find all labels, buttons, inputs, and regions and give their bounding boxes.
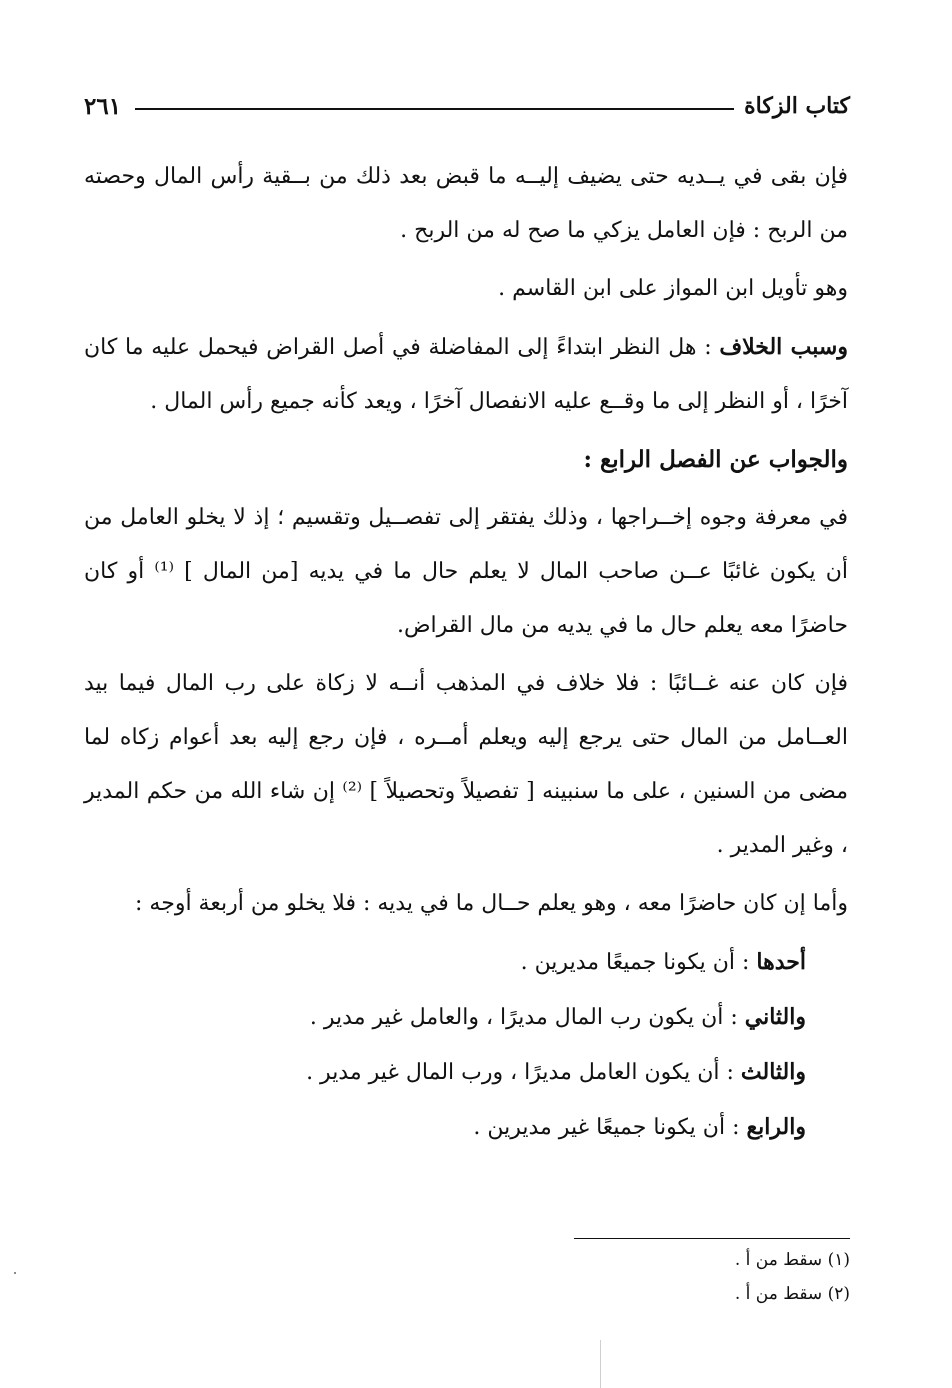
paragraph-lead: وسبب الخلاف [719, 334, 848, 360]
paragraph [84, 320, 848, 429]
paragraph: وأما إن كان حاضرًا معه ، وهو يعلم حــال ما في يديه : فلا يخلو من أربعة أوجه : [135, 891, 848, 916]
scan-artifact-line [600, 1340, 601, 1388]
list-item-label: أحدها [756, 949, 806, 975]
list-item-text: : أن يكون العامل مديرًا ، ورب المال غير مدير . [306, 1060, 741, 1085]
list-item-label: والثاني [744, 1004, 806, 1030]
list-item-text: : أن يكونا جميعًا غير مديرين . [473, 1115, 747, 1140]
main-text [84, 150, 848, 1155]
cases-list [84, 935, 848, 1155]
paragraph: فإن بقى في يــديه حتى يضيف إليــه ما قبض بعد ذلك من بــقية رأس المال وحصته من الربح : فإن العامل يزكي ما صح له من الربح . [84, 164, 848, 243]
list-item [84, 1045, 806, 1100]
list-item-label: والثالث [740, 1059, 806, 1085]
running-title: كتاب الزكاة [744, 93, 850, 119]
scan-speck [14, 1272, 16, 1274]
paragraph-text: : هل النظر ابتداءً إلى المفاضلة في أصل القراض فيحمل عليه ما كان آخرًا ، أو النظر إلى ما وقــع عليه الانفصال آخرًا ، ويعد كأنه جميع رأس المال . [84, 335, 848, 414]
paragraph: وهو تأويل ابن المواز على ابن القاسم . [498, 276, 848, 301]
list-item [84, 935, 806, 990]
page-number: ٢٦١ [84, 92, 122, 120]
section-heading: والجواب عن الفصل الرابع : [583, 446, 848, 473]
header-rule [135, 108, 734, 110]
list-item [84, 990, 806, 1045]
list-item-text: : أن يكون رب المال مديرًا ، والعامل غير مدير . [309, 1005, 745, 1030]
footnote: (١) سقط من أ . [734, 1250, 850, 1270]
list-item-text: : أن يكونا جميعًا مديرين . [520, 950, 757, 975]
paragraph: في معرفة وجوه إخــراجها ، وذلك يفتقر إلى تفصــيل وتقسيم ؛ إذ لا يخلو العامل من أن يكون غائبًا عــن صاحب المال لا يعلم حال ما في يديه [من المال ] ⁽¹⁾ أو كان حاضرًا معه يعلم حال ما في يديه من مال القراض. [84, 505, 849, 638]
page-header [84, 88, 850, 124]
footnote-rule [574, 1238, 850, 1239]
list-item [84, 1100, 806, 1155]
footnotes [574, 1238, 850, 1311]
footnote: (٢) سقط من أ . [734, 1284, 850, 1304]
paragraph: فإن كان عنه غــائبًا : فلا خلاف في المذهب أنــه لا زكاة على رب المال فيما بيد العــامل من المال حتى يرجع إليه ويعلم أمــره ، فإن رجع إليه بعد أعوام زكاه لما مضى من السنين ، على ما سنبينه [ تفصيلاً وتحصيلاً ] ⁽²⁾ إن شاء الله من حكم المدير ، وغير المدير . [84, 671, 848, 858]
list-item-label: والرابع [746, 1114, 806, 1140]
